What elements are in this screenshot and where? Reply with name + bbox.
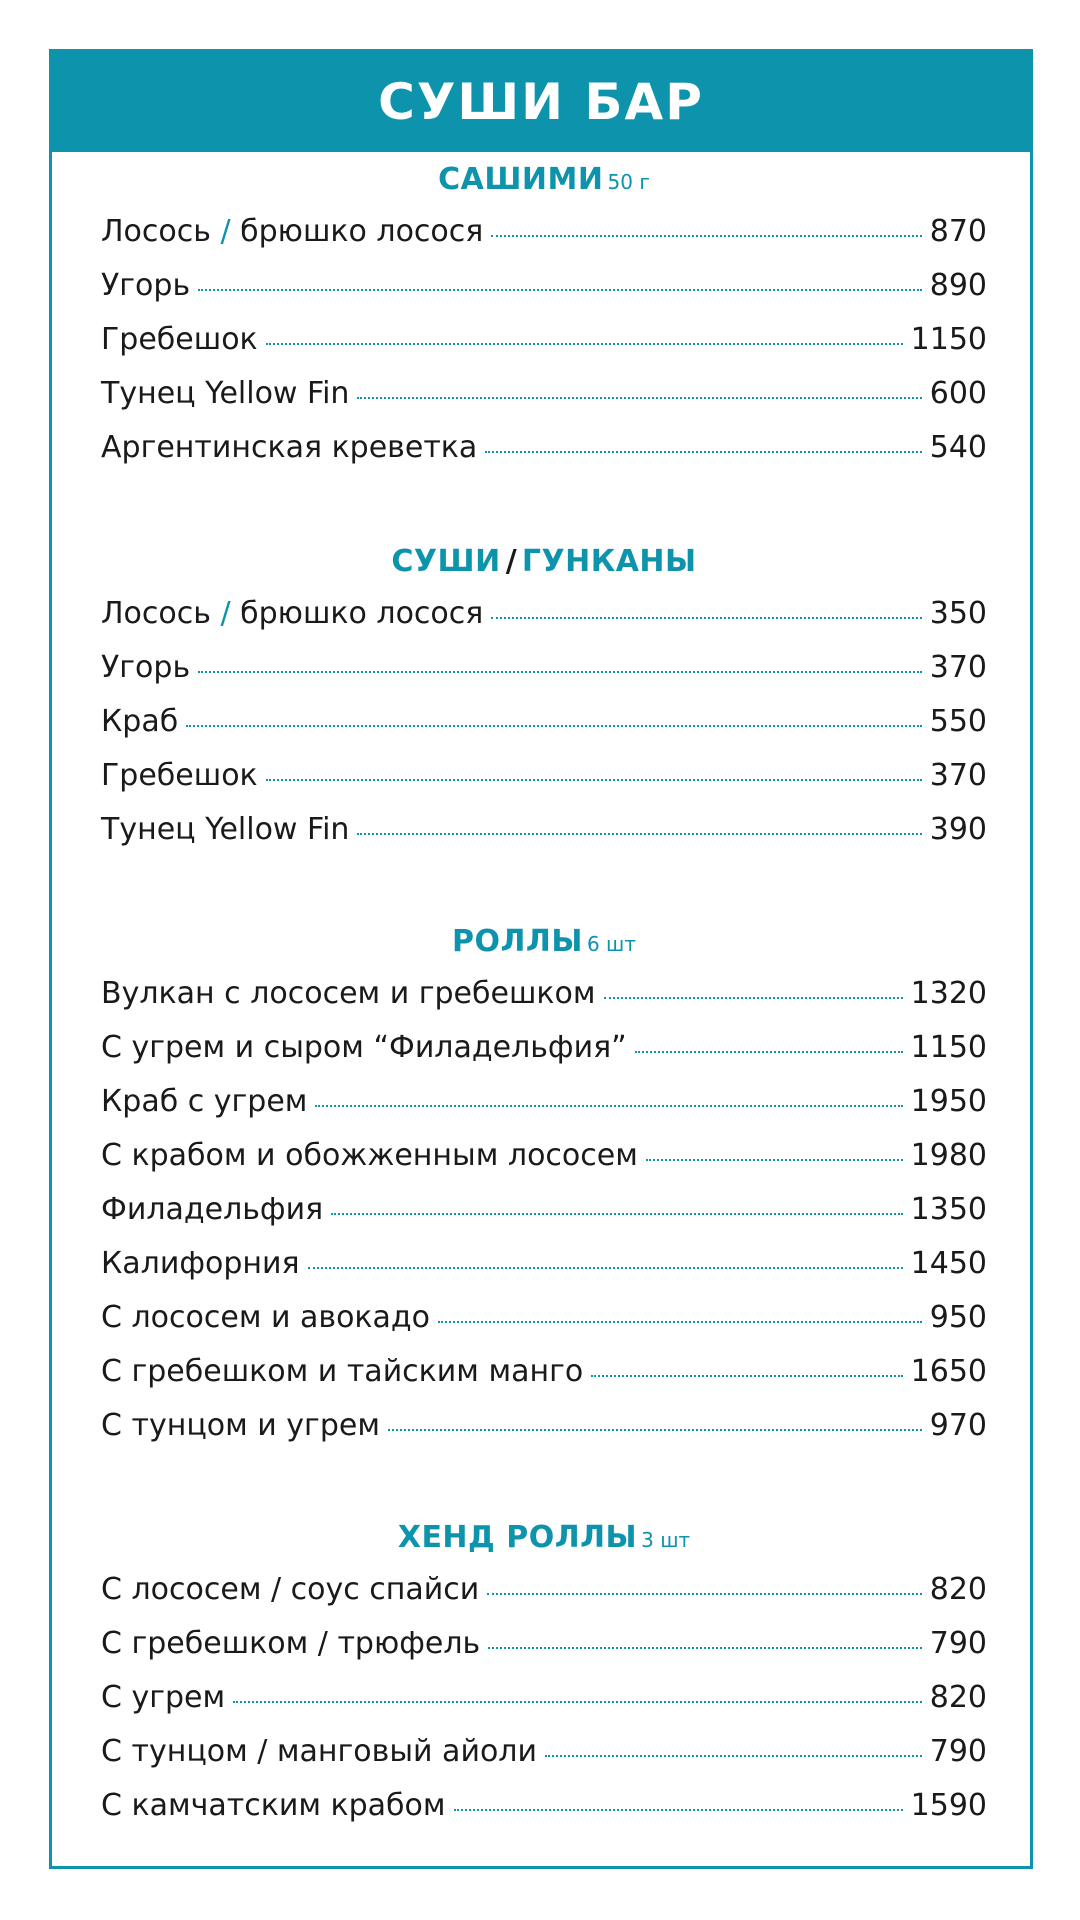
menu-item — [101, 268, 987, 322]
menu-item — [101, 1734, 987, 1788]
menu-item — [101, 322, 987, 376]
section-unit: 6 шт — [586, 932, 636, 956]
item-price: 790 — [929, 1734, 987, 1769]
item-name: С лососем и авокадо — [101, 1300, 431, 1335]
dot-leader — [487, 1593, 921, 1595]
section-sashimi — [101, 160, 987, 484]
item-price: 820 — [929, 1572, 987, 1607]
item-price: 370 — [929, 758, 987, 793]
item-name: С тунцом и угрем — [101, 1408, 380, 1443]
item-name: С гребешком и тайским манго — [101, 1354, 584, 1389]
menu-item — [101, 1680, 987, 1734]
item-name: Угорь — [101, 650, 191, 685]
section-title-text: ГУНКАНЫ — [521, 544, 697, 579]
menu-item — [101, 596, 987, 650]
item-name: С гребешком / трюфель — [101, 1626, 481, 1661]
item-name: Калифорния — [101, 1246, 300, 1281]
section-title — [101, 1518, 987, 1558]
item-name: Гребешок — [101, 758, 258, 793]
menu-item — [101, 1300, 987, 1354]
dot-leader — [198, 289, 922, 291]
item-price: 1980 — [910, 1138, 987, 1173]
section-title-text: РОЛЛЫ — [452, 924, 583, 959]
menu-item — [101, 1788, 987, 1842]
menu-item — [101, 1354, 987, 1408]
dot-leader — [331, 1213, 903, 1215]
item-name: С тунцом / манговый айоли — [101, 1734, 537, 1769]
item-price: 540 — [929, 430, 987, 465]
section-sushi-gunkan — [101, 542, 987, 866]
dot-leader — [186, 725, 922, 727]
dot-leader — [198, 671, 922, 673]
menu-frame — [49, 49, 1033, 1869]
menu-title: СУШИ БАР — [378, 73, 704, 131]
slash-separator: / — [220, 214, 231, 249]
section-unit: 50 г — [607, 170, 650, 194]
item-name: С крабом и обожженным лососем — [101, 1138, 638, 1173]
item-price: 350 — [929, 596, 987, 631]
menu-item — [101, 1572, 987, 1626]
menu-item — [101, 704, 987, 758]
item-name: Тунец Yellow Fin — [101, 376, 350, 411]
dot-leader — [491, 617, 921, 619]
menu-item — [101, 430, 987, 484]
dot-leader — [454, 1809, 903, 1811]
dot-leader — [485, 451, 921, 453]
menu-item — [101, 1192, 987, 1246]
item-name: Краб — [101, 704, 179, 739]
dot-leader — [438, 1321, 922, 1323]
dot-leader — [604, 997, 903, 999]
item-price: 1150 — [910, 322, 987, 357]
item-name: Краб с угрем — [101, 1084, 308, 1119]
item-name: Гребешок — [101, 322, 258, 357]
item-name: Тунец Yellow Fin — [101, 812, 350, 847]
item-name: С камчатским крабом — [101, 1788, 446, 1823]
item-price: 790 — [929, 1626, 987, 1661]
dot-leader — [545, 1755, 922, 1757]
section-title — [101, 922, 987, 962]
menu-item — [101, 1246, 987, 1300]
dot-leader — [488, 1647, 922, 1649]
dot-leader — [315, 1105, 902, 1107]
section-title-text: ХЕНД РОЛЛЫ — [397, 1520, 638, 1555]
menu-header — [52, 52, 1030, 152]
item-name: С лососем / соус спайси — [101, 1572, 480, 1607]
item-price: 1450 — [910, 1246, 987, 1281]
section-unit: 3 шт — [641, 1528, 691, 1552]
menu-item — [101, 1030, 987, 1084]
section-title-separator: / — [505, 544, 517, 579]
item-price: 870 — [929, 214, 987, 249]
dot-leader — [388, 1429, 922, 1431]
item-price: 1350 — [910, 1192, 987, 1227]
section-title — [101, 160, 987, 200]
section-rolls — [101, 922, 987, 1462]
item-price: 820 — [929, 1680, 987, 1715]
menu-item — [101, 1138, 987, 1192]
item-name: Лосось / брюшко лосося — [101, 596, 484, 631]
section-title-text: СУШИ — [391, 544, 501, 579]
item-name: С угрем — [101, 1680, 226, 1715]
dot-leader — [646, 1159, 903, 1161]
menu-item — [101, 812, 987, 866]
menu-item — [101, 1084, 987, 1138]
dot-leader — [266, 779, 922, 781]
item-price: 970 — [929, 1408, 987, 1443]
dot-leader — [635, 1051, 903, 1053]
item-name: Лосось / брюшко лосося — [101, 214, 484, 249]
item-price: 1320 — [910, 976, 987, 1011]
item-name: Угорь — [101, 268, 191, 303]
item-price: 550 — [929, 704, 987, 739]
item-price: 1590 — [910, 1788, 987, 1823]
dot-leader — [357, 833, 921, 835]
item-price: 370 — [929, 650, 987, 685]
dot-leader — [357, 397, 921, 399]
dot-leader — [233, 1701, 922, 1703]
item-price: 600 — [929, 376, 987, 411]
item-price: 950 — [929, 1300, 987, 1335]
dot-leader — [591, 1375, 902, 1377]
item-price: 1650 — [910, 1354, 987, 1389]
menu-item — [101, 650, 987, 704]
dot-leader — [491, 235, 921, 237]
section-title-text: САШИМИ — [438, 162, 604, 197]
slash-separator: / — [220, 596, 231, 631]
item-name: Вулкан с лососем и гребешком — [101, 976, 596, 1011]
menu-item — [101, 976, 987, 1030]
menu-item — [101, 376, 987, 430]
menu-item — [101, 1626, 987, 1680]
item-price: 1150 — [910, 1030, 987, 1065]
dot-leader — [308, 1267, 903, 1269]
menu-item — [101, 758, 987, 812]
item-name: С угрем и сыром “Филадельфия” — [101, 1030, 627, 1065]
section-title — [101, 542, 987, 582]
item-name: Аргентинская креветка — [101, 430, 478, 465]
dot-leader — [266, 343, 903, 345]
menu-item — [101, 1408, 987, 1462]
item-price: 890 — [929, 268, 987, 303]
section-hand-rolls — [101, 1518, 987, 1842]
item-name: Филадельфия — [101, 1192, 324, 1227]
menu-item — [101, 214, 987, 268]
item-price: 390 — [929, 812, 987, 847]
item-price: 1950 — [910, 1084, 987, 1119]
